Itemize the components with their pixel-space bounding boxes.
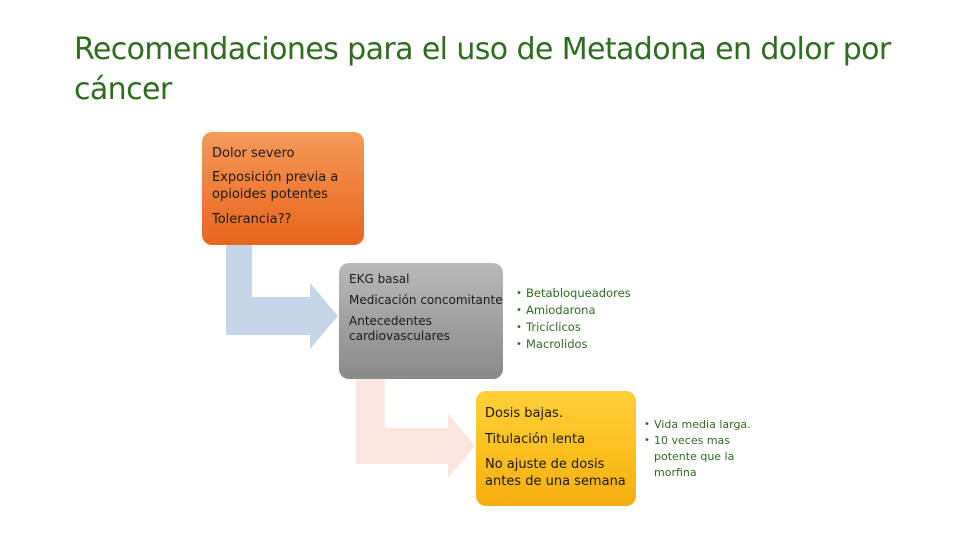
- list-item: • Betabloqueadores: [516, 285, 631, 302]
- bent-arrow-1: [226, 245, 338, 349]
- list-item: • Vida media larga.: [644, 417, 766, 433]
- step-box-dosis: [476, 391, 636, 506]
- step-line: Medicación concomitante: [349, 293, 503, 307]
- step-line: No ajuste de dosis antes de una semana: [485, 457, 626, 489]
- bent-arrow-2: [356, 379, 475, 478]
- list-item: • 10 veces mas potente que la morfina: [644, 433, 766, 481]
- step-box-dolor: [202, 132, 364, 245]
- step-line: Antecedentes cardiovasculares: [349, 314, 450, 343]
- step-line: Tolerancia??: [212, 212, 292, 227]
- drug-interactions-list: [516, 285, 631, 353]
- step-line: Dolor severo: [212, 146, 295, 161]
- step-line: Dosis bajas.: [485, 406, 563, 421]
- slide-title: Recomendaciones para el uso de Metadona en dolor por cáncer: [74, 32, 891, 107]
- list-item: • Tricíclicos: [516, 319, 631, 336]
- list-item: • Macrolidos: [516, 336, 631, 353]
- pharmacology-notes-list: [644, 417, 766, 481]
- step-box-evaluacion: [339, 263, 503, 379]
- step-line: Titulación lenta: [485, 432, 586, 447]
- step-line: EKG basal: [349, 272, 410, 286]
- step-line: Exposición previa a opioides potentes: [212, 170, 339, 202]
- list-item: • Amiodarona: [516, 302, 631, 319]
